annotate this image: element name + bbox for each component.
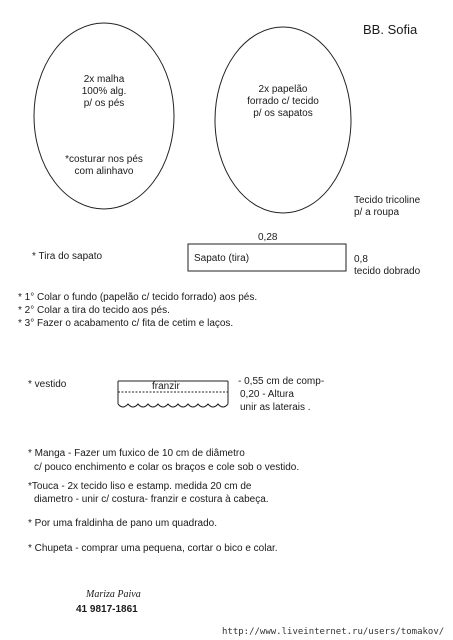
feet-text-2: 100% alg. [81,86,127,97]
touca-line-1: *Touca - 2x tecido liso e estamp. medida 20 cm de [28,481,252,492]
strap-height: 0,8 [354,254,368,265]
shoe-pattern-ellipse [215,27,351,213]
feet-text-3: p/ os pés [83,98,125,109]
step-3: * 3° Fazer o acabamento c/ fita de cetim e laços. [18,318,234,329]
dress-note-2: 0,20 - Altura [240,389,294,400]
footer-url[interactable]: http://www.liveinternet.ru/users/tomakov/ [222,627,445,637]
feet-pattern-ellipse [34,23,174,209]
feet-text-4: *costurar nos pés [65,154,143,165]
manga-line-2: c/ pouco enchimento e colar os braços e cole sob o vestido. [34,462,300,473]
strap-box-label: Sapato (tira) [194,253,250,264]
step-2: * 2° Colar a tira do tecido aos pés. [18,305,170,316]
manga-line-1: * Manga - Fazer um fuxico de 10 cm de diâmetro [28,448,245,459]
fabric-note-1: Tecido tricoline [354,195,421,206]
fabric-note-2: p/ a roupa [354,207,400,218]
feet-text-5: com alinhavo [74,166,134,177]
shoe-text-2: forrado c/ tecido [247,96,319,107]
page-title: BB. Sofia [363,22,418,37]
shoe-text-3: p/ os sapatos [253,108,313,119]
dress-note-1: - 0,55 cm de comp- [238,376,325,387]
strap-label: * Tira do sapato [32,251,103,262]
chupeta-line: * Chupeta - comprar uma pequena, cortar o bico e colar. [28,543,278,554]
step-1: * 1° Colar o fundo (papelão c/ tecido forrado) aos pés. [18,292,258,303]
feet-text-1: 2x malha [83,74,125,85]
strap-width: 0,28 [258,232,278,243]
shoe-text-1: 2x papelão [258,84,308,95]
touca-line-2: diametro - unir c/ costura- franzir e costura à cabeça. [34,494,269,505]
dress-note-3: unir as laterais . [240,402,311,413]
strap-note: tecido dobrado [354,266,421,277]
signature-phone: 41 9817-1861 [76,604,138,615]
fralda-line: * Por uma fraldinha de pano um quadrado. [28,518,218,529]
dress-franzir: franzir [152,381,180,392]
signature-name: Mariza Paiva [86,589,141,600]
dress-label: * vestido [28,379,67,390]
